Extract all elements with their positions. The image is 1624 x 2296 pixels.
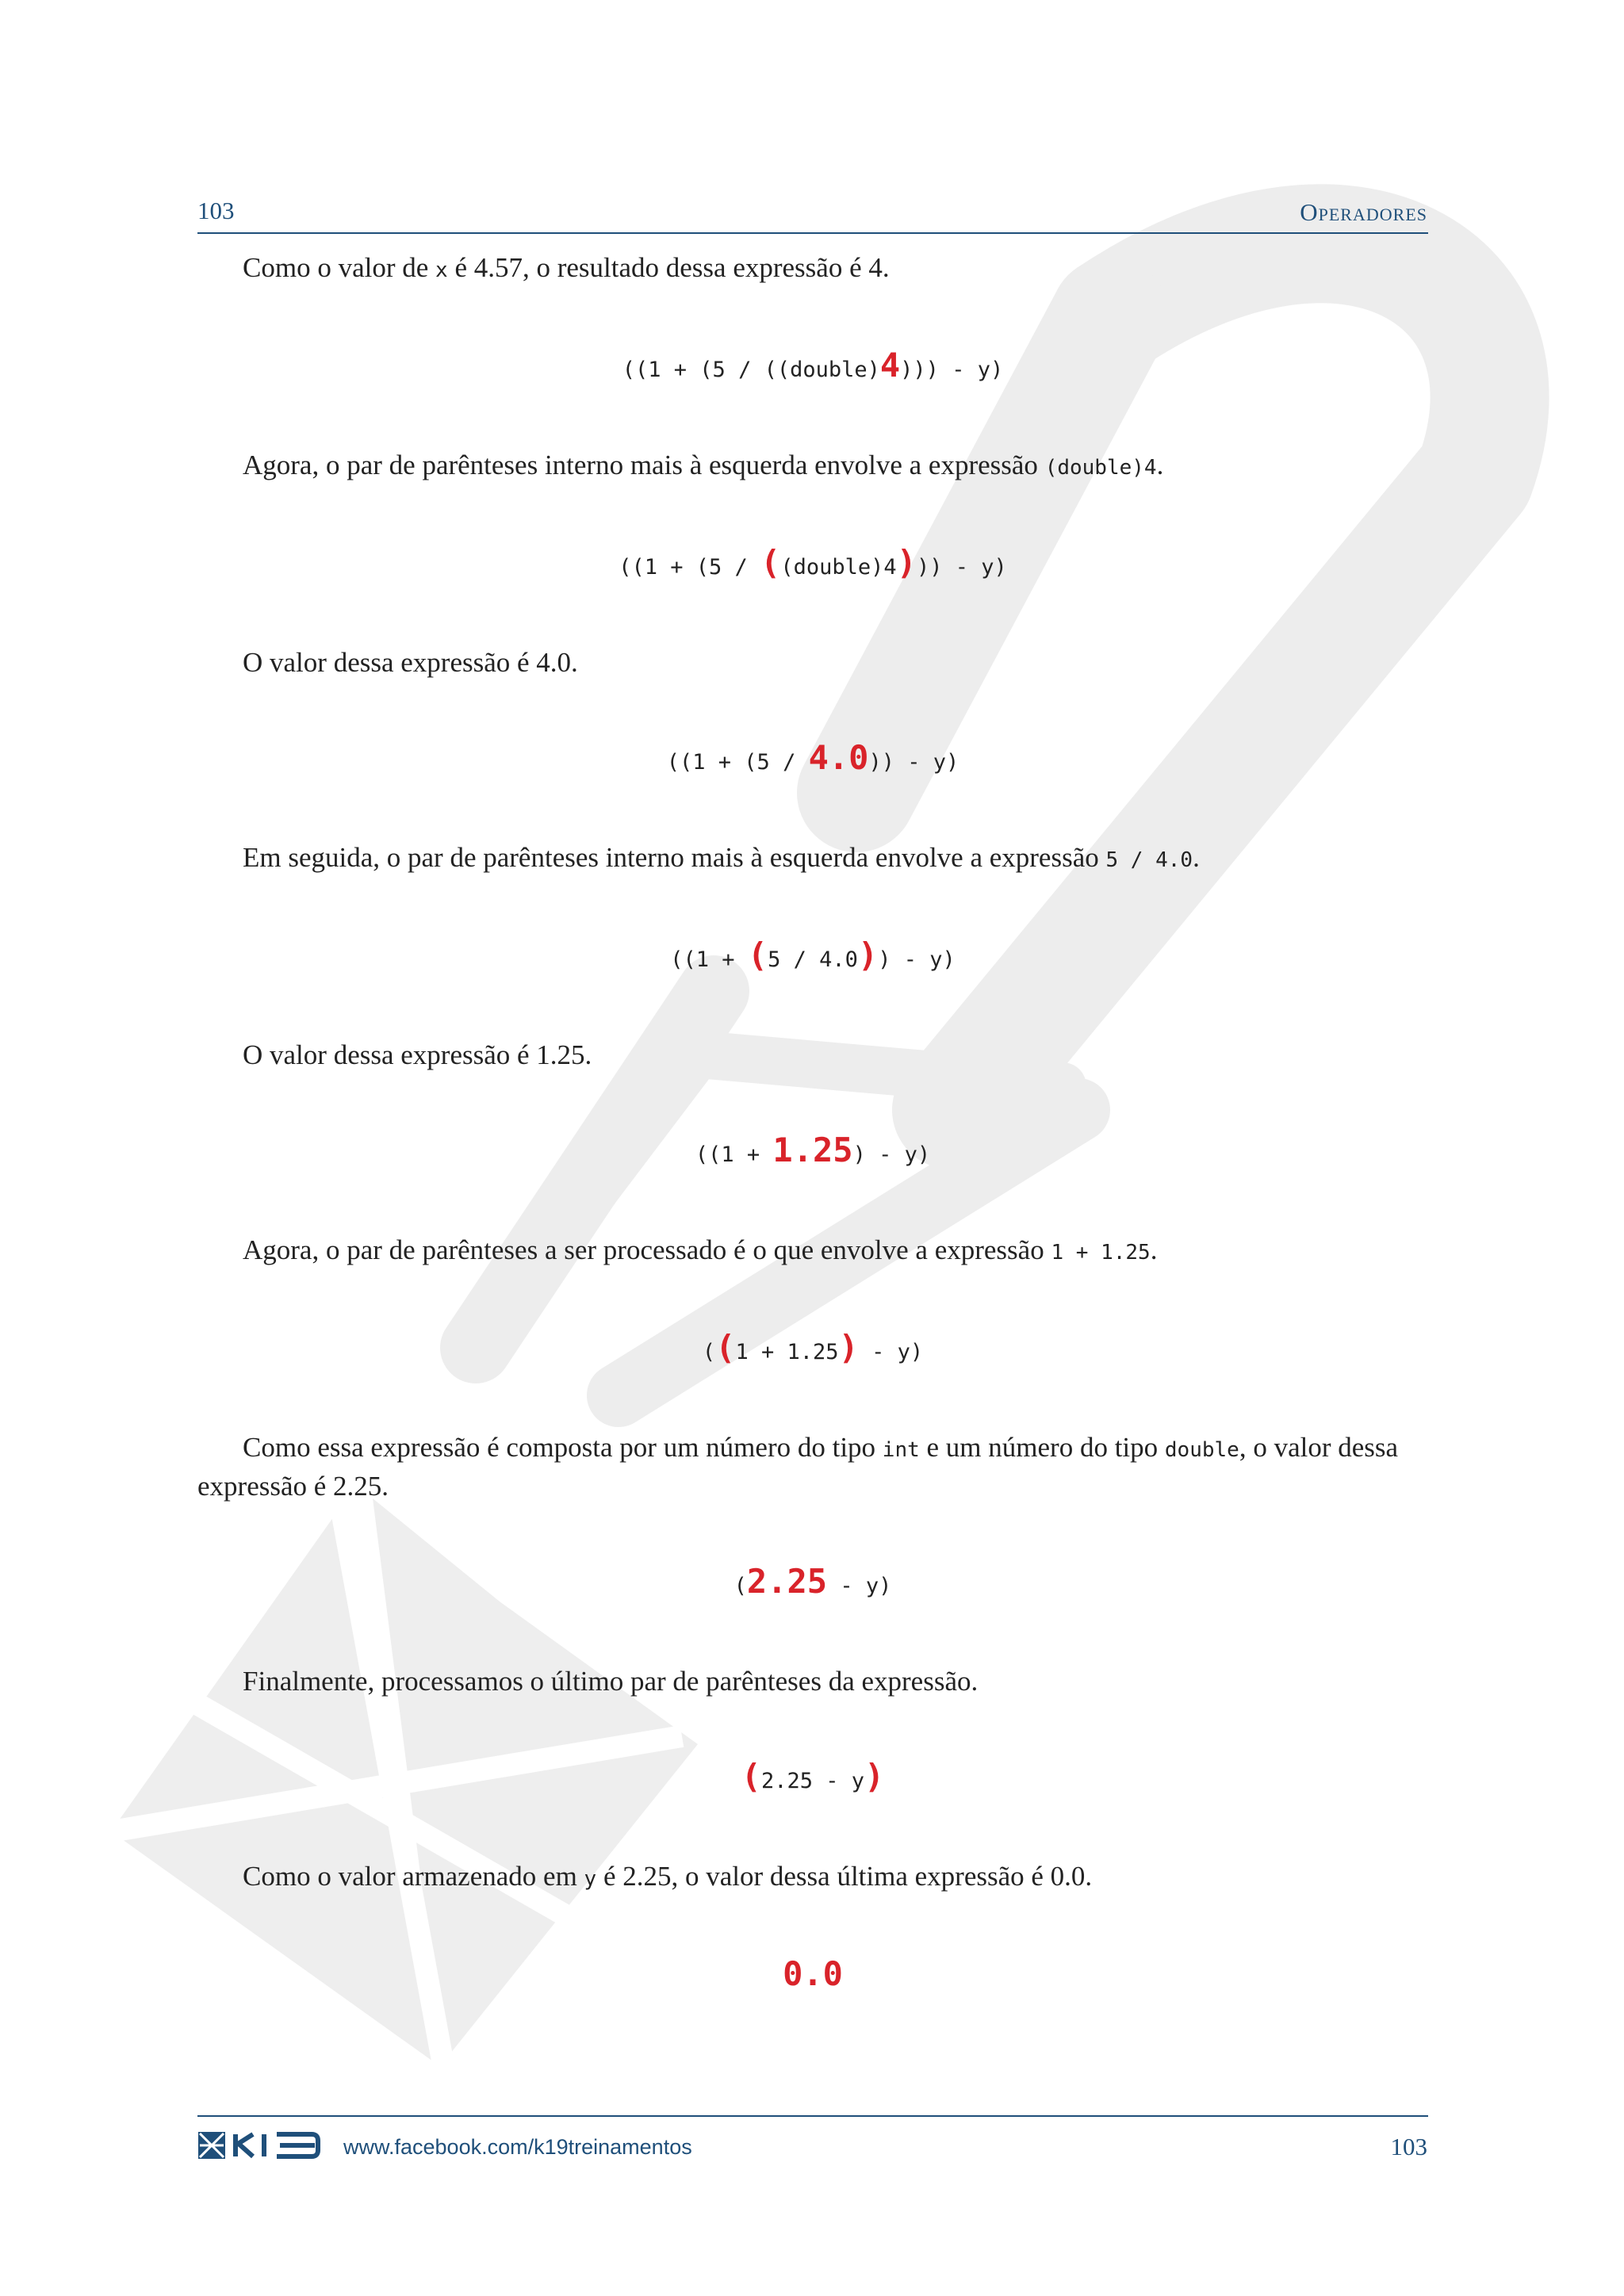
page-content [197, 250, 1428, 1997]
paragraph: Como o valor armazenado em y é 2.25, o valor dessa última expressão é 0.0. [243, 1861, 1093, 1892]
expression: ((1 + 1.25) - y) [695, 1131, 931, 1169]
highlighted-paren: ( [760, 543, 781, 582]
highlighted-value: 4 [879, 346, 901, 385]
expression: ((1 + (5 / 4.0)) - y) [666, 738, 959, 777]
k19-logo [197, 2131, 320, 2163]
highlighted-paren: ( [715, 1328, 736, 1367]
expression: (2.25 - y) [733, 1562, 892, 1601]
expression: ((1 + (5 / ((double)4))) - y) [622, 346, 1004, 385]
expression: (2.25 - y) [741, 1757, 885, 1796]
highlighted-paren: ( [741, 1757, 761, 1796]
page-number-bottom: 103 [1390, 2133, 1427, 2160]
section-title: Operadores [1300, 198, 1427, 226]
svg-text:K19: K19 [197, 2131, 200, 2132]
inline-code: 5 / 4.0 [1105, 848, 1193, 872]
highlighted-paren: ) [896, 543, 917, 582]
expression [197, 1956, 1428, 1997]
highlighted-paren: ) [864, 1757, 885, 1796]
highlighted-value: 2.25 [746, 1562, 828, 1601]
page-number-top: 103 [197, 197, 235, 224]
highlighted-value: 4.0 [808, 738, 869, 777]
header-divider [197, 232, 1428, 234]
expression: ((1 + (5 / 4.0)) - y) [670, 936, 956, 974]
inline-code: x [435, 258, 448, 282]
paragraph: Como o valor de x é 4.57, o resultado dessa expressão é 4. [243, 252, 890, 283]
paragraph: O valor dessa expressão é 1.25. [243, 1039, 592, 1070]
highlighted-value: 0.0 [783, 1954, 843, 1993]
paragraph: Em seguida, o par de parênteses interno mais à esquerda envolve a expressão 5 / 4.0. [243, 842, 1200, 873]
inline-code: 1 + 1.25 [1051, 1241, 1151, 1265]
inline-code: int [882, 1438, 920, 1462]
inline-code: (double)4 [1044, 456, 1157, 480]
highlighted-paren: ) [857, 936, 879, 974]
paragraph: Agora, o par de parênteses a ser processado é o que envolve a expressão 1 + 1.25. [243, 1234, 1158, 1265]
footer-divider [197, 2115, 1428, 2117]
highlighted-paren: ) [838, 1328, 859, 1367]
paragraph: O valor dessa expressão é 4.0. [243, 647, 578, 678]
inline-code: y [584, 1867, 597, 1891]
paragraph: Agora, o par de parênteses interno mais à esquerda envolve a expressão (double)4. [243, 450, 1164, 480]
k19-logo-icon [197, 2131, 320, 2160]
paragraph: Finalmente, processamos o último par de parênteses da expressão. [243, 1666, 979, 1697]
highlighted-value: 1.25 [772, 1131, 853, 1169]
expression: ((1 + (5 / ((double)4))) - y) [619, 543, 1007, 582]
highlighted-paren: ( [747, 936, 768, 974]
inline-code: double [1164, 1438, 1239, 1462]
footer-url-link[interactable]: www.facebook.com/k19treinamentos [343, 2135, 692, 2159]
paragraph: Como essa expressão é composta por um número do tipo int e um número do tipo double, o valor dessa expressão é 2.25. [197, 1432, 1399, 1502]
expression: ((1 + 1.25) - y) [702, 1328, 924, 1367]
